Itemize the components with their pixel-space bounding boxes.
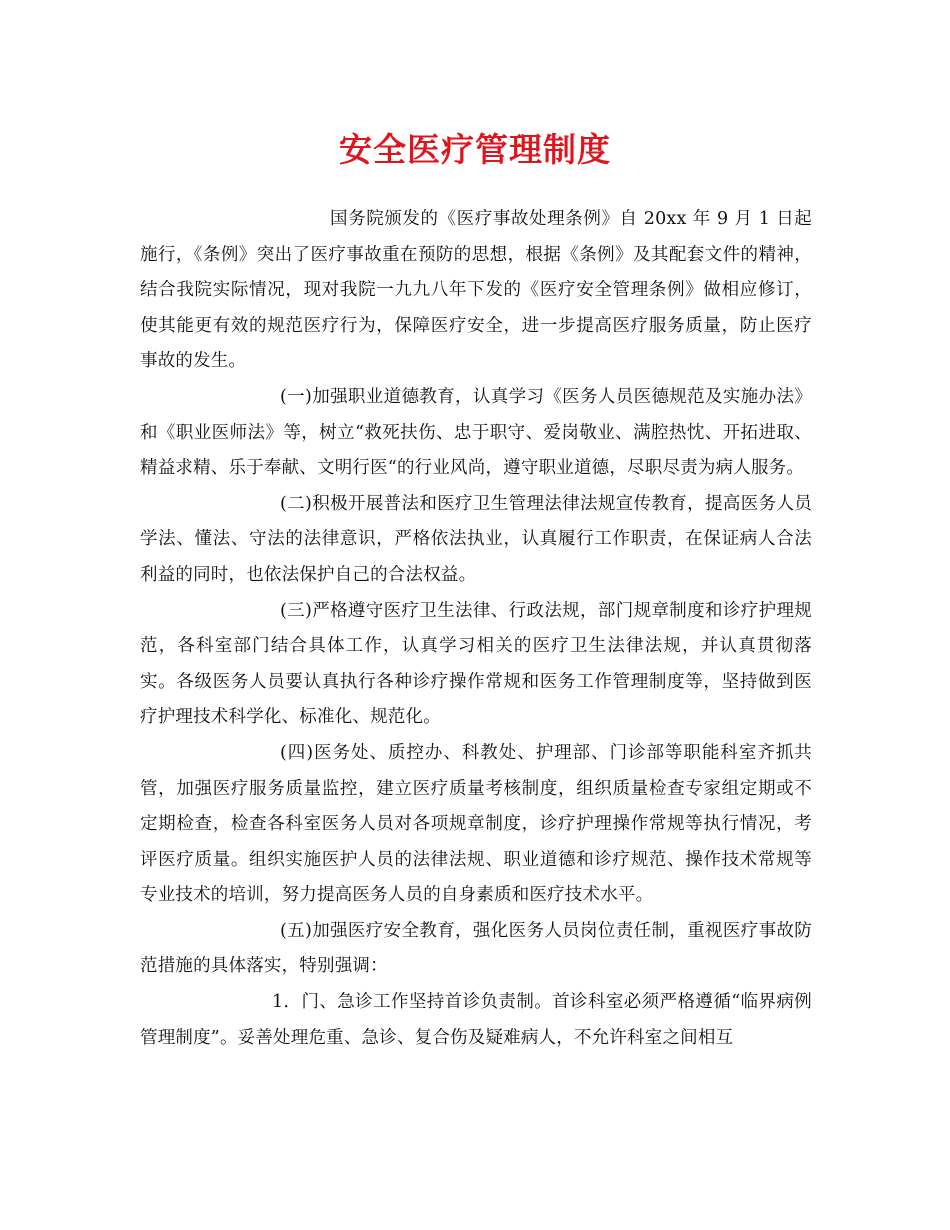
paragraph-section-2: (二)积极开展普法和医疗卫生管理法律法规宣传教育，提高医务人员学法、懂法、守法的法律意识，严格依法执业，认真履行工作职责，在保证病人合法利益的同时，也依法保护自己的合法权益。 (140, 493, 812, 585)
paragraph-section-5: (五)加强医疗安全教育，强化医务人员岗位责任制，重视医疗事故防范措施的具体落实，特别强调： (140, 920, 812, 977)
paragraph-section-3: (三)严格遵守医疗卫生法律、行政法规，部门规章制度和诊疗护理规范，各科室部门结合具体工作，认真学习相关的医疗卫生法律法规，并认真贯彻落实。各级医务人员要认真执行各种诊疗操作常规和医务工作管理制度等，坚持做到医疗护理技术科学化、标准化、规范化。 (140, 600, 812, 728)
paragraph-section-4: (四)医务处、质控办、科教处、护理部、门诊部等职能科室齐抓共管，加强医疗服务质量监控，建立医疗质量考核制度，组织质量检查专家组定期或不定期检查，检查各科室医务人员对各项规章制度，诊疗护理操作常规等执行情况，考评医疗质量。组织实施医护人员的法律法规、职业道德和诊疗规范、操作技术常规等专业技术的培训，努力提高医务人员的自身素质和医疗技术水平。 (140, 742, 812, 906)
paragraph-section-1: (一)加强职业道德教育，认真学习《医务人员医德规范及实施办法》和《职业医师法》等，树立“救死扶伤、忠于职守、爱岗敬业、满腔热忱、开拓进取、精益求精、乐于奉献、文明行医“的行业风尚，遵守职业道德，尽职尽责为病人服务。 (140, 386, 812, 479)
document-body (140, 202, 812, 1056)
document-title: 安全医疗管理制度 (339, 130, 611, 169)
paragraph-item-1: 1．门、急诊工作坚持首诊负责制。首诊科室必须严格遵循“临界病例管理制度”。妥善处理危重、急诊、复合伤及疑难病人，不允许科室之间相互 (140, 992, 812, 1048)
paragraph-intro: 国务院颁发的《医疗事故处理条例》自 20xx 年 9 月 1 日起施行，《条例》突出了医疗事故重在预防的思想，根据《条例》及其配套文件的精神，结合我院实际情况，现对我院一九九八年下发的《医疗安全管理条例》做相应修订，使其能更有效的规范医疗行为，保障医疗安全，进一步提高医疗服务质量，防止医疗事故的发生。 (140, 209, 812, 372)
